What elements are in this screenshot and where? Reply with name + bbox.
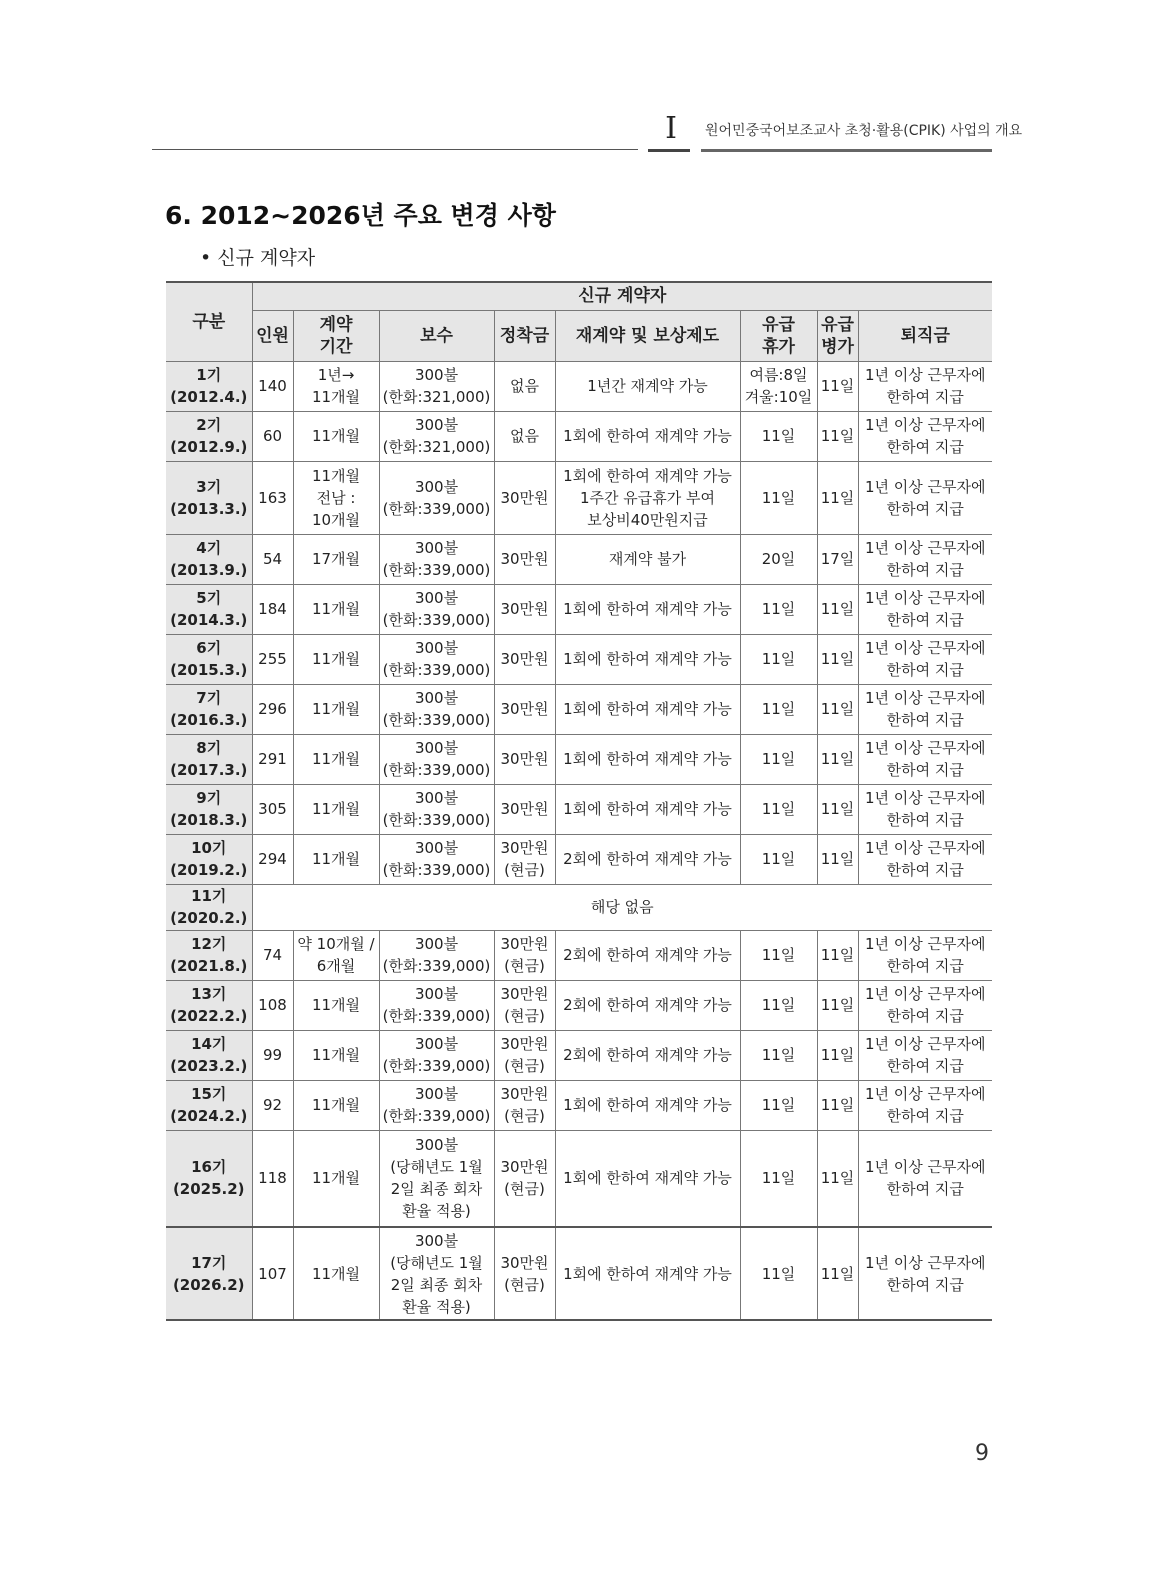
table-row: [166, 834, 992, 884]
settlement-pay-cell: 30만원 (현금): [494, 1030, 555, 1080]
contract-period-cell: 11개월: [293, 1130, 379, 1227]
cohort-label: 3기 (2013.3.): [166, 461, 252, 534]
salary-cell: 300불 (한화:339,000): [379, 634, 494, 684]
cohort-label: 2기 (2012.9.): [166, 411, 252, 461]
salary-cell: 300불 (한화:321,000): [379, 361, 494, 411]
contract-period-cell: 11개월 전남 : 10개월: [293, 461, 379, 534]
col-header-severance: 퇴직금: [858, 310, 992, 361]
cohort-label: 6기 (2015.3.): [166, 634, 252, 684]
severance-cell: 1년 이상 근무자에 한하여 지급: [858, 634, 992, 684]
contract-period-cell: 11개월: [293, 684, 379, 734]
paid-leave-cell: 11일: [740, 930, 817, 980]
col-header-staff: 인원: [252, 310, 293, 361]
salary-cell: 300불 (한화:339,000): [379, 534, 494, 584]
staff-count-cell: 255: [252, 634, 293, 684]
salary-cell: 300불 (당해년도 1월 2일 최종 회차 환율 적용): [379, 1227, 494, 1320]
salary-cell: 300불 (한화:339,000): [379, 980, 494, 1030]
severance-cell: 1년 이상 근무자에 한하여 지급: [858, 361, 992, 411]
renewal-policy-cell: 1회에 한하여 재계약 가능: [555, 734, 740, 784]
staff-count-cell: 107: [252, 1227, 293, 1320]
cohort-label: 13기 (2022.2.): [166, 980, 252, 1030]
severance-cell: 1년 이상 근무자에 한하여 지급: [858, 734, 992, 784]
sick-leave-cell: 11일: [817, 1080, 858, 1130]
staff-count-cell: 54: [252, 534, 293, 584]
staff-count-cell: 294: [252, 834, 293, 884]
cohort-label: 17기 (2026.2): [166, 1227, 252, 1320]
contract-changes-table: [166, 281, 992, 1321]
contract-period-cell: 11개월: [293, 1227, 379, 1320]
renewal-policy-cell: 1회에 한하여 재계약 가능 1주간 유급휴가 부여 보상비40만원지급: [555, 461, 740, 534]
sick-leave-cell: 11일: [817, 461, 858, 534]
paid-leave-cell: 11일: [740, 734, 817, 784]
severance-cell: 1년 이상 근무자에 한하여 지급: [858, 534, 992, 584]
contract-period-cell: 11개월: [293, 784, 379, 834]
staff-count-cell: 163: [252, 461, 293, 534]
paid-leave-cell: 11일: [740, 784, 817, 834]
severance-cell: 1년 이상 근무자에 한하여 지급: [858, 834, 992, 884]
settlement-pay-cell: 없음: [494, 411, 555, 461]
subsection-bullet: • 신규 계약자: [200, 247, 316, 269]
cohort-label: 1기 (2012.4.): [166, 361, 252, 411]
paid-leave-cell: 11일: [740, 584, 817, 634]
sick-leave-cell: 11일: [817, 361, 858, 411]
settlement-pay-cell: 30만원 (현금): [494, 1227, 555, 1320]
contract-period-cell: 17개월: [293, 534, 379, 584]
col-header-renewal: 재계약 및 보상제도: [555, 310, 740, 361]
cohort-label: 14기 (2023.2.): [166, 1030, 252, 1080]
table-row: [166, 930, 992, 980]
cohort-label: 5기 (2014.3.): [166, 584, 252, 634]
severance-cell: 1년 이상 근무자에 한하여 지급: [858, 930, 992, 980]
sick-leave-cell: 11일: [817, 584, 858, 634]
section-title: 6. 2012~2026년 주요 변경 사항: [165, 201, 556, 230]
staff-count-cell: 291: [252, 734, 293, 784]
renewal-policy-cell: 1회에 한하여 재계약 가능: [555, 1080, 740, 1130]
settlement-pay-cell: 30만원 (현금): [494, 980, 555, 1030]
renewal-policy-cell: 1회에 한하여 재계약 가능: [555, 684, 740, 734]
paid-leave-cell: 11일: [740, 1227, 817, 1320]
staff-count-cell: 305: [252, 784, 293, 834]
renewal-policy-cell: 2회에 한하여 재계약 가능: [555, 980, 740, 1030]
salary-cell: 300불 (한화:339,000): [379, 784, 494, 834]
renewal-policy-cell: 1회에 한하여 재계약 가능: [555, 634, 740, 684]
table-row: [166, 534, 992, 584]
salary-cell: 300불 (한화:321,000): [379, 411, 494, 461]
staff-count-cell: 108: [252, 980, 293, 1030]
settlement-pay-cell: 30만원: [494, 461, 555, 534]
paid-leave-cell: 11일: [740, 461, 817, 534]
table-row: [166, 361, 992, 411]
cohort-label: 7기 (2016.3.): [166, 684, 252, 734]
staff-count-cell: 118: [252, 1130, 293, 1227]
col-header-paid-leave: 유급 휴가: [740, 310, 817, 361]
table-row: [166, 1130, 992, 1227]
paid-leave-cell: 11일: [740, 1130, 817, 1227]
settlement-pay-cell: 30만원: [494, 584, 555, 634]
severance-cell: 1년 이상 근무자에 한하여 지급: [858, 1130, 992, 1227]
table-row: [166, 411, 992, 461]
salary-cell: 300불 (한화:339,000): [379, 461, 494, 534]
sick-leave-cell: 11일: [817, 834, 858, 884]
chapter-numeral: I: [665, 111, 677, 146]
staff-count-cell: 99: [252, 1030, 293, 1080]
paid-leave-cell: 11일: [740, 634, 817, 684]
contract-period-cell: 1년→ 11개월: [293, 361, 379, 411]
cohort-label: 4기 (2013.9.): [166, 534, 252, 584]
staff-count-cell: 74: [252, 930, 293, 980]
renewal-policy-cell: 1회에 한하여 재계약 가능: [555, 584, 740, 634]
severance-cell: 1년 이상 근무자에 한하여 지급: [858, 1030, 992, 1080]
sick-leave-cell: 11일: [817, 411, 858, 461]
chapter-numeral-rule: [648, 149, 690, 152]
table-row: [166, 634, 992, 684]
sick-leave-cell: 11일: [817, 980, 858, 1030]
settlement-pay-cell: 30만원 (현금): [494, 1130, 555, 1227]
contract-period-cell: 11개월: [293, 411, 379, 461]
not-applicable-cell: 해당 없음: [252, 884, 992, 930]
table-row: [166, 584, 992, 634]
table-row: [166, 1030, 992, 1080]
contract-period-cell: 11개월: [293, 584, 379, 634]
severance-cell: 1년 이상 근무자에 한하여 지급: [858, 1227, 992, 1320]
staff-count-cell: 296: [252, 684, 293, 734]
renewal-policy-cell: 1회에 한하여 재계약 가능: [555, 784, 740, 834]
cohort-label: 15기 (2024.2.): [166, 1080, 252, 1130]
paid-leave-cell: 11일: [740, 684, 817, 734]
staff-count-cell: 92: [252, 1080, 293, 1130]
renewal-policy-cell: 1회에 한하여 재계약 가능: [555, 1227, 740, 1320]
sick-leave-cell: 11일: [817, 930, 858, 980]
severance-cell: 1년 이상 근무자에 한하여 지급: [858, 461, 992, 534]
renewal-policy-cell: 재계약 불가: [555, 534, 740, 584]
cohort-label: 16기 (2025.2): [166, 1130, 252, 1227]
sick-leave-cell: 11일: [817, 684, 858, 734]
settlement-pay-cell: 30만원 (현금): [494, 834, 555, 884]
paid-leave-cell: 20일: [740, 534, 817, 584]
settlement-pay-cell: 30만원: [494, 684, 555, 734]
renewal-policy-cell: 1회에 한하여 재계약 가능: [555, 1130, 740, 1227]
cohort-label: 8기 (2017.3.): [166, 734, 252, 784]
table-row: [166, 1080, 992, 1130]
sick-leave-cell: 11일: [817, 1030, 858, 1080]
salary-cell: 300불 (한화:339,000): [379, 1030, 494, 1080]
table-row: [166, 734, 992, 784]
header-group-new-contractors: 신규 계약자: [252, 282, 992, 310]
col-header-contract-period: 계약 기간: [293, 310, 379, 361]
sick-leave-cell: 11일: [817, 1227, 858, 1320]
salary-cell: 300불 (한화:339,000): [379, 930, 494, 980]
severance-cell: 1년 이상 근무자에 한하여 지급: [858, 684, 992, 734]
cohort-label: 9기 (2018.3.): [166, 784, 252, 834]
sick-leave-cell: 11일: [817, 784, 858, 834]
contract-period-cell: 11개월: [293, 1080, 379, 1130]
paid-leave-cell: 11일: [740, 411, 817, 461]
staff-count-cell: 140: [252, 361, 293, 411]
cohort-label: 10기 (2019.2.): [166, 834, 252, 884]
settlement-pay-cell: 30만원: [494, 784, 555, 834]
renewal-policy-cell: 2회에 한하여 재계약 가능: [555, 930, 740, 980]
paid-leave-cell: 11일: [740, 834, 817, 884]
header-rule-right: [701, 149, 992, 152]
settlement-pay-cell: 30만원 (현금): [494, 1080, 555, 1130]
cohort-label: 11기 (2020.2.): [166, 884, 252, 930]
renewal-policy-cell: 1년간 재계약 가능: [555, 361, 740, 411]
severance-cell: 1년 이상 근무자에 한하여 지급: [858, 980, 992, 1030]
sick-leave-cell: 17일: [817, 534, 858, 584]
severance-cell: 1년 이상 근무자에 한하여 지급: [858, 784, 992, 834]
settlement-pay-cell: 30만원: [494, 534, 555, 584]
paid-leave-cell: 11일: [740, 980, 817, 1030]
salary-cell: 300불 (한화:339,000): [379, 1080, 494, 1130]
settlement-pay-cell: 30만원: [494, 734, 555, 784]
col-header-settlement: 정착금: [494, 310, 555, 361]
salary-cell: 300불 (한화:339,000): [379, 684, 494, 734]
running-header-title: 원어민중국어보조교사 초청·활용(CPIK) 사업의 개요: [705, 123, 1023, 139]
sick-leave-cell: 11일: [817, 634, 858, 684]
contract-period-cell: 11개월: [293, 834, 379, 884]
contract-period-cell: 약 10개월 / 6개월: [293, 930, 379, 980]
col-header-sick-leave: 유급 병가: [817, 310, 858, 361]
table-row: [166, 980, 992, 1030]
salary-cell: 300불 (한화:339,000): [379, 734, 494, 784]
table-row: [166, 461, 992, 534]
table-row: [166, 1227, 992, 1320]
sick-leave-cell: 11일: [817, 734, 858, 784]
paid-leave-cell: 11일: [740, 1080, 817, 1130]
renewal-policy-cell: 2회에 한하여 재계약 가능: [555, 1030, 740, 1080]
staff-count-cell: 184: [252, 584, 293, 634]
contract-period-cell: 11개월: [293, 634, 379, 684]
salary-cell: 300불 (한화:339,000): [379, 584, 494, 634]
paid-leave-cell: 11일: [740, 1030, 817, 1080]
page-number: 9: [975, 1441, 989, 1466]
table-row: [166, 784, 992, 834]
renewal-policy-cell: 1회에 한하여 재계약 가능: [555, 411, 740, 461]
severance-cell: 1년 이상 근무자에 한하여 지급: [858, 584, 992, 634]
salary-cell: 300불 (당해년도 1월 2일 최종 회차 환율 적용): [379, 1130, 494, 1227]
table-row: [166, 684, 992, 734]
contract-period-cell: 11개월: [293, 1030, 379, 1080]
sick-leave-cell: 11일: [817, 1130, 858, 1227]
salary-cell: 300불 (한화:339,000): [379, 834, 494, 884]
paid-leave-cell: 여름:8일 겨울:10일: [740, 361, 817, 411]
staff-count-cell: 60: [252, 411, 293, 461]
settlement-pay-cell: 30만원 (현금): [494, 930, 555, 980]
contract-period-cell: 11개월: [293, 734, 379, 784]
col-header-salary: 보수: [379, 310, 494, 361]
col-header-category: 구분: [166, 282, 252, 361]
severance-cell: 1년 이상 근무자에 한하여 지급: [858, 1080, 992, 1130]
contract-period-cell: 11개월: [293, 980, 379, 1030]
header-rule-left: [152, 149, 638, 150]
settlement-pay-cell: 없음: [494, 361, 555, 411]
cohort-label: 12기 (2021.8.): [166, 930, 252, 980]
severance-cell: 1년 이상 근무자에 한하여 지급: [858, 411, 992, 461]
settlement-pay-cell: 30만원: [494, 634, 555, 684]
renewal-policy-cell: 2회에 한하여 재계약 가능: [555, 834, 740, 884]
table-row: [166, 884, 992, 930]
